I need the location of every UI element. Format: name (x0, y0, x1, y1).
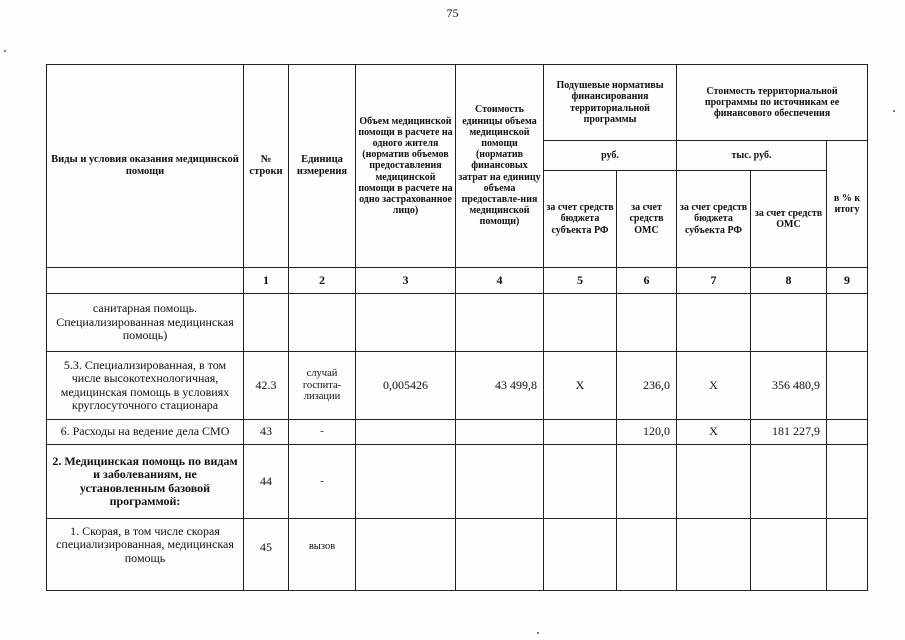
row-cost: 43 499,8 (456, 352, 544, 420)
row-name: 1. Скорая, в том числе скорая специализированная, медицинская помощь (47, 519, 244, 591)
header-volume: Объем медицинской помощи в расчете на одного жителя (норматив объемов предоставления медицинской помощи в расчете на одно застрахованное лицо) (356, 65, 456, 268)
row-c5 (544, 519, 617, 591)
row-unit: случай госпита-лизации (289, 352, 356, 420)
row-c5 (544, 294, 617, 352)
row-c5 (544, 420, 617, 445)
row-cost (456, 420, 544, 445)
column-number: 4 (456, 268, 544, 294)
header-oms: за счет средств ОМС (617, 171, 677, 268)
row-c8 (751, 445, 827, 519)
row-line-no (244, 294, 289, 352)
row-c5: X (544, 352, 617, 420)
header-percent: в % к итогу (827, 141, 868, 268)
row-c8 (751, 519, 827, 591)
page-number: 75 (446, 6, 459, 20)
column-numbers-row (47, 268, 868, 294)
row-cost (456, 294, 544, 352)
row-c6 (617, 519, 677, 591)
header-cost: Стоимость единицы объема медицинской помощи (норматив финансовых затрат на единицу объема предоставле-ния медицинской помощи) (456, 65, 544, 268)
scan-speck (537, 632, 539, 634)
row-c8: 356 480,9 (751, 352, 827, 420)
row-c7 (677, 445, 751, 519)
row-c5 (544, 445, 617, 519)
row-volume (356, 294, 456, 352)
row-volume (356, 420, 456, 445)
column-number (47, 268, 244, 294)
row-unit: - (289, 445, 356, 519)
row-cost (456, 445, 544, 519)
row-line-no: 43 (244, 420, 289, 445)
row-c9 (827, 445, 868, 519)
header-unit: Единица измерения (289, 65, 356, 268)
column-number: 7 (677, 268, 751, 294)
row-c9 (827, 519, 868, 591)
row-c7 (677, 519, 751, 591)
row-line-no: 45 (244, 519, 289, 591)
column-number: 5 (544, 268, 617, 294)
row-name: 2. Медицинская помощь по видам и заболеваниям, не установленным базовой программой: (47, 445, 244, 519)
column-number: 8 (751, 268, 827, 294)
row-volume: 0,005426 (356, 352, 456, 420)
row-c8 (751, 294, 827, 352)
row-c6: 120,0 (617, 420, 677, 445)
row-c9 (827, 352, 868, 420)
row-line-no: 42.3 (244, 352, 289, 420)
header-budget-rf: за счет средств бюджета субъекта РФ (544, 171, 617, 268)
column-number: 3 (356, 268, 456, 294)
column-number: 1 (244, 268, 289, 294)
row-c7: X (677, 420, 751, 445)
financing-table (46, 64, 868, 591)
header-budget-rf-total: за счет средств бюджета субъекта РФ (677, 171, 751, 268)
table-row (47, 294, 868, 352)
row-c6 (617, 294, 677, 352)
row-c7: X (677, 352, 751, 420)
row-unit: - (289, 420, 356, 445)
scan-speck (4, 50, 6, 52)
header-thous-rub: тыс. руб. (677, 141, 827, 171)
row-c6: 236,0 (617, 352, 677, 420)
table-row (47, 352, 868, 420)
header-row-no: № строки (244, 65, 289, 268)
row-c6 (617, 445, 677, 519)
row-c8: 181 227,9 (751, 420, 827, 445)
row-line-no: 44 (244, 445, 289, 519)
table-row (47, 420, 868, 445)
row-unit: вызов (289, 519, 356, 591)
column-number: 9 (827, 268, 868, 294)
row-volume (356, 445, 456, 519)
row-c9 (827, 420, 868, 445)
header-sources: Стоимость территориальной программы по источникам ее финансового обеспечения (677, 65, 868, 141)
column-number: 6 (617, 268, 677, 294)
header-norms: Подушевые нормативы финансирования территориальной программы (544, 65, 677, 141)
row-c7 (677, 294, 751, 352)
row-name: санитарная помощь. Специализированная медицинская помощь) (47, 294, 244, 352)
row-unit (289, 294, 356, 352)
header-oms-total: за счет средств ОМС (751, 171, 827, 268)
row-cost (456, 519, 544, 591)
row-c9 (827, 294, 868, 352)
row-volume (356, 519, 456, 591)
column-number: 2 (289, 268, 356, 294)
header-rub: руб. (544, 141, 677, 171)
row-name: 5.3. Специализированная, в том числе высокотехнологичная, медицинская помощь в условиях круглосуточного стационара (47, 352, 244, 420)
header-type: Виды и условия оказания медицинской помощи (47, 65, 244, 268)
scan-speck (893, 110, 895, 112)
row-name: 6. Расходы на ведение дела СМО (47, 420, 244, 445)
table-row (47, 519, 868, 591)
table-row (47, 445, 868, 519)
